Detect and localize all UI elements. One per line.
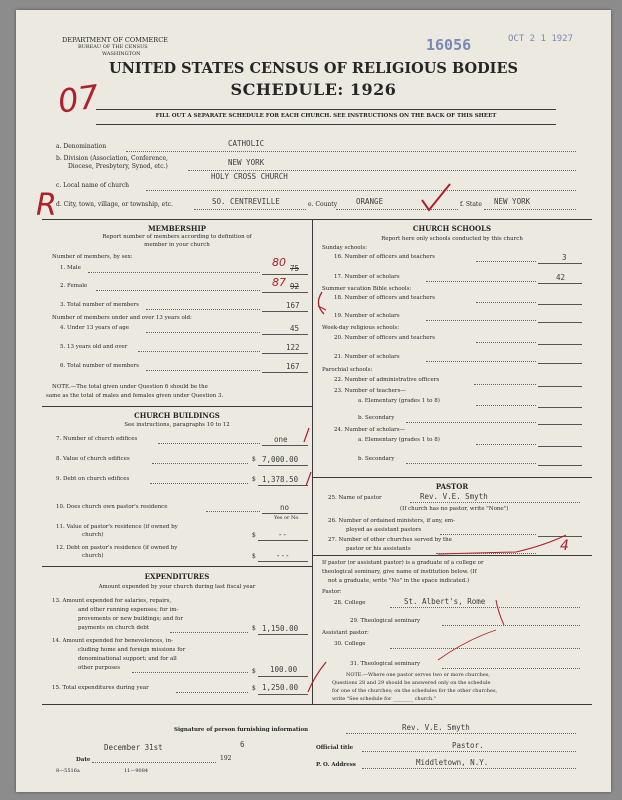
membership-footnote-2: same as the total of males and females given under Question 3. [46, 393, 224, 399]
q23-label: 23. Number of teachers— [334, 388, 406, 394]
fill-line [362, 751, 576, 752]
graduate-note-2: theological seminary, give name of institution below. (If [322, 569, 477, 575]
fill-line [126, 151, 576, 152]
ink-lines-icon [436, 340, 586, 670]
q25-hint: (If church has no pastor, write "None") [400, 506, 509, 512]
year-digit-value: 6 [240, 740, 245, 749]
state-label: f. State [460, 201, 482, 208]
q16-value: 3 [562, 253, 567, 262]
fill-line [484, 209, 576, 210]
q6-label: 6. Total number of members [60, 363, 140, 369]
q24b-label: b. Secondary [358, 456, 395, 462]
q10-hint: Yes or No [274, 515, 299, 521]
q12-dollar: $ [252, 553, 256, 560]
q1-ink-correction: 80 [272, 256, 286, 269]
q31-label: 31. Theological seminary [350, 661, 421, 667]
q14-label-4: other purposes [78, 665, 121, 671]
official-title-label: Official title [316, 745, 354, 751]
q10-value: no [280, 503, 290, 512]
q8-value: 7,000.00 [262, 455, 299, 464]
pastor-footnote-4: write "See schedule for ________ church." [332, 696, 437, 702]
state-value: NEW YORK [494, 197, 531, 206]
q13-label-2: and other running expenses; for im- [78, 607, 179, 613]
received-date-stamp: OCT 2 1 1927 [508, 34, 574, 44]
leader [206, 511, 260, 512]
q2-ink-correction: 87 [272, 276, 286, 289]
signature-value: Rev. V.E. Smyth [402, 723, 470, 732]
file-number-stamp: 16056 [426, 36, 472, 54]
leader [476, 261, 536, 262]
q21-label: 21. Number of scholars [334, 354, 400, 360]
form-subtitle: SCHEDULE: 1926 [230, 80, 397, 99]
q14-dollar: $ [252, 668, 256, 675]
q12-value: --- [276, 551, 290, 560]
local-name-label: c. Local name of church [56, 182, 130, 189]
q13-dollar: $ [252, 625, 256, 632]
graduate-note: If pastor (or assistant pastor) is a graduate of a college or [322, 560, 484, 566]
weekday-label: Week-day religious schools: [322, 325, 400, 331]
q17-label: 17. Number of scholars [334, 274, 400, 280]
rule [96, 109, 556, 110]
membership-heading: MEMBERSHIP [147, 224, 207, 233]
by-sex-label: Number of members, by sex: [52, 254, 133, 260]
q14-value: 100.00 [270, 665, 298, 674]
q2-typed-value: 92 [290, 282, 300, 291]
q6-value: 167 [286, 362, 300, 371]
q24-label: 24. Number of scholars— [334, 427, 406, 433]
q14-label: 14. Amount expended for benevolences, in- [52, 638, 173, 644]
leader [146, 309, 260, 310]
instruction-line: FILL OUT A SEPARATE SCHEDULE FOR EACH CHURCH. SEE INSTRUCTIONS ON THE BACK OF THIS SHEET [155, 113, 497, 119]
q28-label: 28. College [334, 600, 366, 606]
q23b-label: b. Secondary [358, 415, 395, 421]
q14-label-3: denominational support; and for all [78, 656, 177, 662]
q4-value: 45 [290, 324, 300, 333]
city-value: SO. CENTREVILLE [212, 197, 280, 206]
q23a-label: a. Elementary (grades 1 to 8) [358, 398, 440, 404]
q29-label: 29. Theological seminary [350, 618, 421, 624]
q1-typed-value: 75 [290, 264, 300, 273]
fill-line [146, 190, 576, 191]
fill-line [188, 170, 576, 171]
q3-value: 167 [286, 301, 300, 310]
q13-value: 1,150.00 [262, 624, 299, 633]
fill-line [194, 209, 306, 210]
leader [170, 632, 248, 633]
q4-label: 4. Under 13 years of age [60, 325, 130, 331]
form-number: 8—5516a [56, 768, 80, 774]
q15-label: 15. Total expenditures during year [52, 685, 149, 691]
parochial-label: Parochial schools: [322, 367, 373, 373]
q13-label-3: provements or new buildings; and for [78, 616, 183, 622]
summer-label: Summer vacation Bible schools: [322, 286, 412, 292]
q25-value: Rev. V.E. Smyth [420, 492, 488, 501]
membership-footnote: NOTE.—The total given under Question 6 should be the [52, 384, 208, 390]
q15-value: 1,250.00 [262, 683, 299, 692]
q13-label-4: payments on church debt [78, 625, 149, 631]
q2-label: 2. Female [60, 283, 88, 289]
ink-strokes-icon [264, 252, 334, 702]
leader [152, 463, 248, 464]
q11-value: -- [278, 530, 288, 539]
graduate-note-3: not a graduate, write "No" in the space indicated.) [328, 578, 470, 584]
department-line: DEPARTMENT OF COMMERCE [62, 36, 168, 44]
church-name-value: HOLY CROSS CHURCH [211, 172, 288, 181]
q7-label: 7. Number of church edifices [56, 436, 138, 442]
q16-label: 16. Number of officers and teachers [334, 254, 435, 260]
q11-label-2: church) [82, 532, 104, 538]
q5-label: 5. 13 years old and over [60, 344, 128, 350]
q8-label: 8. Value of church edifices [56, 456, 130, 462]
membership-note: Report number of members according to definition of [102, 234, 252, 240]
fill-line [92, 762, 216, 763]
leader [426, 281, 536, 282]
division-value: NEW YORK [228, 158, 265, 167]
ink-code-mark: 07 [55, 77, 102, 121]
pastor-heading: PASTOR [435, 482, 469, 491]
leader [138, 351, 260, 352]
q5-value: 122 [286, 343, 300, 352]
expenditures-heading: EXPENDITURES [144, 572, 210, 581]
q11-dollar: $ [252, 532, 256, 539]
q1-label: 1. Male [60, 265, 81, 271]
q13-label: 13. Amount expended for salaries, repairs, [52, 598, 172, 604]
county-label: e. County [308, 201, 338, 208]
po-address-label: P. O. Address [316, 762, 356, 768]
po-address-value: Middletown, N.Y. [416, 758, 489, 767]
leader [146, 370, 260, 371]
leader [150, 483, 248, 484]
age-heading: Number of members under and over 13 years old: [52, 315, 192, 321]
form-title: UNITED STATES CENSUS OF RELIGIOUS BODIES [109, 60, 518, 77]
q27-ink-value: 4 [560, 538, 569, 554]
q30-label: 30. College [334, 641, 366, 647]
q22-label: 22. Number of administrative officers [334, 377, 440, 383]
q10-label: 10. Does church own pastor's residence [56, 504, 168, 510]
q20-label: 20. Number of officers and teachers [334, 335, 435, 341]
pastor-sublabel: Pastor: [322, 589, 342, 595]
leader [132, 672, 248, 673]
q11-label: 11. Value of pastor's residence (if owned by [56, 524, 178, 530]
denomination-label: a. Denomination [56, 143, 107, 150]
q14-label-2: cluding home and foreign missions for [78, 647, 186, 653]
city-line: WASHINGTON [102, 51, 141, 57]
q9-value: 1,378.50 [262, 475, 299, 484]
expenditures-sub: Amount expended by your church during last fiscal year [98, 584, 256, 590]
buildings-sub: See instructions, paragraphs 10 to 12 [124, 422, 230, 428]
bureau-line: BUREAU OF THE CENSUS [78, 44, 148, 50]
answer-line [538, 322, 582, 323]
q19-label: 19. Number of scholars [334, 313, 400, 319]
schools-heading: CHURCH SCHOOLS [412, 224, 492, 233]
leader [176, 692, 248, 693]
pastor-footnote: NOTE.—Where one pastor serves two or more churches, [346, 672, 491, 678]
pastor-footnote-2: Questions 28 and 29 should be answered only on the schedule [332, 680, 491, 686]
rule [96, 124, 556, 125]
schools-sub: Report here only schools conducted by this church [381, 236, 523, 242]
q7-value: one [274, 435, 288, 444]
q24a-label: a. Elementary (grades 1 to 8) [358, 437, 440, 443]
date-value: December 31st [104, 743, 163, 752]
leader [146, 332, 260, 333]
pastor-footnote-3: for one of the churches; on the schedules for the other churches, [332, 688, 498, 694]
sunday-label: Sunday schools: [322, 245, 368, 251]
q26-label-2: ployed as assistant pastors [346, 527, 422, 533]
answer-line [538, 304, 582, 305]
answer-line [538, 263, 582, 264]
q15-dollar: $ [252, 685, 256, 692]
q27-label-2: pastor or his assistants [346, 546, 411, 552]
q12-label-2: church) [82, 553, 104, 559]
q8-dollar: $ [252, 456, 256, 463]
leader [476, 302, 536, 303]
leader [158, 443, 260, 444]
ink-r-mark: R [36, 188, 57, 223]
q26-label: 26. Number of ordained ministers, if any, em- [328, 518, 455, 524]
buildings-heading: CHURCH BUILDINGS [134, 411, 220, 420]
q28-value: St. Albert's, Rome [404, 597, 486, 606]
official-title-value: Pastor. [452, 741, 484, 750]
q3-label: 3. Total number of members [60, 302, 140, 308]
year-prefix: 192 [220, 755, 232, 762]
date-label: Date [76, 757, 91, 763]
q27-label: 27. Number of other churches served by the [328, 537, 452, 543]
denomination-value: CATHOLIC [228, 139, 265, 148]
q9-dollar: $ [252, 476, 256, 483]
q12-label: 12. Debt on pastor's residence (if owned by [56, 545, 178, 551]
q18-label: 18. Number of officers and teachers [334, 295, 435, 301]
q9-label: 9. Debt on church edifices [56, 476, 130, 482]
county-value: ORANGE [356, 197, 384, 206]
q17-value: 42 [556, 273, 566, 282]
ink-checkmark-icon [416, 182, 456, 214]
print-number: 11—9084 [124, 768, 149, 774]
leader [426, 320, 536, 321]
census-schedule-sheet [16, 10, 611, 792]
section-rule [42, 219, 592, 220]
section-rule [42, 704, 592, 705]
q25-label: 25. Name of pastor [328, 495, 382, 501]
leader [88, 272, 260, 273]
leader [96, 290, 260, 291]
assistant-sublabel: Assistant pastor: [322, 630, 369, 636]
answer-line [538, 283, 582, 284]
division-label-2: Diocese, Presbytery, Synod, etc.) [68, 163, 168, 170]
fill-line [346, 733, 576, 734]
fill-line [362, 768, 576, 769]
city-label: d. City, town, village, or township, etc. [56, 201, 173, 208]
division-label: b. Division (Association, Conference, [56, 155, 168, 162]
signature-label: Signature of person furnishing information [174, 727, 309, 733]
membership-note-2: member in your church [144, 242, 210, 248]
